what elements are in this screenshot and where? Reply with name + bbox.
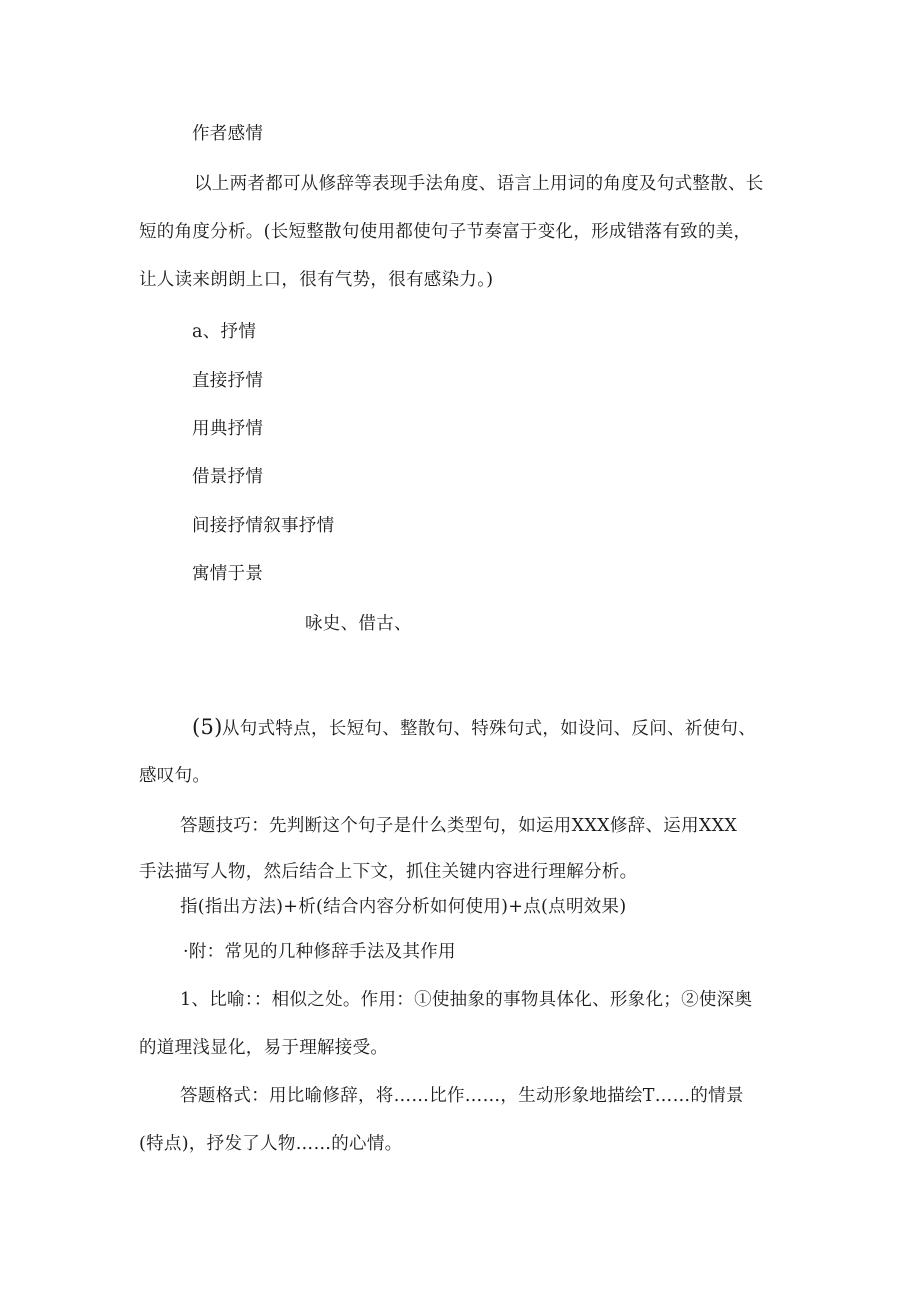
- text-line: 直接抒情: [192, 371, 264, 391]
- text-line: 用典抒情: [192, 419, 264, 439]
- text-line: (特点)，抒发了人物……的心情。: [139, 1134, 403, 1154]
- text-line: 短的角度分析。(长短整散句使用都使句子节奏富于变化，形成错落有致的美，: [139, 222, 752, 242]
- text-line: 感叹句。: [139, 766, 211, 786]
- text-line: 答题格式：用比喻修辞，将……比作……，生动形象地描绘T……的情景: [180, 1086, 744, 1106]
- text-line: 的道理浅显化，易于理解接受。: [139, 1038, 389, 1058]
- text-line: 从句式特点，长短句、整散句、特殊句式，如设问、反问、祈使句、: [222, 719, 756, 739]
- text-line: ·附：常见的几种修辞手法及其作用: [183, 942, 456, 962]
- text-line: 1、比喻：：相似之处。作用：①使抽象的事物具体化、形象化；②使深奥: [180, 990, 753, 1010]
- text-line: 间接抒情叙事抒情: [192, 516, 335, 536]
- text-line: 以上两者都可从修辞等表现手法角度、语言上用词的角度及句式整散、长: [194, 174, 764, 194]
- text-line: 寓情于景: [192, 564, 264, 584]
- text-line: 借景抒情: [192, 467, 264, 487]
- section-number: (5): [192, 715, 223, 739]
- text-line: a、抒情: [192, 322, 257, 342]
- text-line: 答题技巧：先判断这个句子是什么类型句，如运用XXX修辞、运用XXX: [180, 816, 738, 836]
- text-line: 让人读来朗朗上口，很有气势，很有感染力。): [139, 270, 494, 290]
- text-line: 作者感情: [192, 124, 264, 144]
- text-line: 咏史、借古、: [305, 614, 412, 634]
- text-line: 手法描写人物，然后结合上下文，抓住关键内容进行理解分析。: [139, 862, 638, 882]
- text-line: 指(指出方法)+析(结合内容分析如何使用)+点(点明效果): [180, 897, 627, 917]
